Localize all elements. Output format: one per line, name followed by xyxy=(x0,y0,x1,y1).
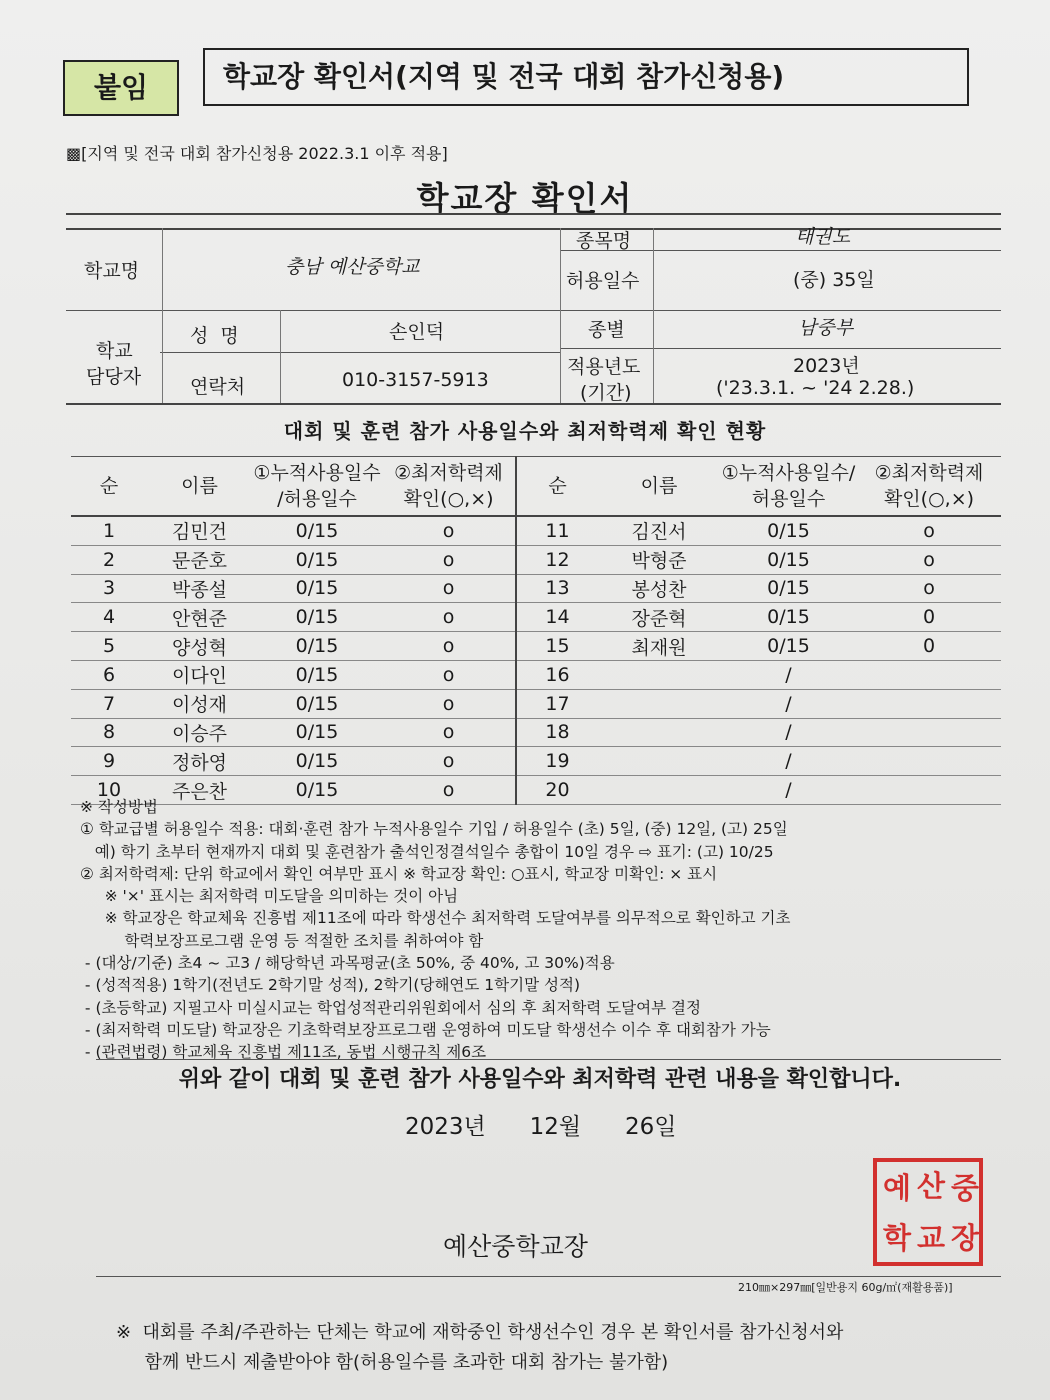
col-header-no: 순 xyxy=(71,457,147,517)
name-label: 성 명 xyxy=(190,325,239,347)
table-row xyxy=(71,603,1001,632)
divider xyxy=(280,310,281,403)
athlete-table xyxy=(71,456,1001,805)
footnote-line-1: ※ 대회를 주최/주관하는 단체는 학교에 재학중인 학생선수인 경우 본 확인서를 참가신청서와 xyxy=(116,1322,844,1343)
col-header-name: 이름 xyxy=(147,457,252,517)
principal-signature-name: 예산중학교장 xyxy=(443,1232,588,1261)
col-header-check-right xyxy=(857,457,1001,517)
academic-check xyxy=(857,689,1001,718)
school-label: 학교명 xyxy=(84,260,140,282)
attachment-tag: 붙임 xyxy=(63,60,179,116)
applicability-note: ▩[지역 및 전국 대회 참가신청용 2022.3.1 이후 적용] xyxy=(66,144,448,163)
row-no: 18 xyxy=(516,718,598,747)
athlete-name: 김진서 xyxy=(598,516,720,545)
school-value: 충남 예산중학교 xyxy=(285,256,420,278)
manager-name: 손인덕 xyxy=(389,321,445,343)
instruction-line: - (대상/기준) 초4 ~ 고3 / 해당학년 과목평균(초 50%, 중 40%, 고 30%)적용 xyxy=(80,954,615,973)
days-used: 0/15 xyxy=(252,747,382,776)
instruction-line: ※ '×' 표시는 최저학력 미도달을 의미하는 것이 아님 xyxy=(80,887,459,906)
writing-instructions xyxy=(80,796,1015,1064)
row-no: 20 xyxy=(516,776,598,805)
col-header-check-line1: ②최저학력제 xyxy=(394,462,503,484)
row-no: 12 xyxy=(516,545,598,574)
year-label: 적용년도 xyxy=(567,356,641,378)
days-used: / xyxy=(720,660,857,689)
page-title: 학교장 확인서 xyxy=(416,179,634,218)
athlete-name: 박종설 xyxy=(147,574,252,603)
row-no: 16 xyxy=(516,660,598,689)
header-title: 학교장 확인서(지역 및 전국 대회 참가신청용) xyxy=(203,48,969,106)
footnote xyxy=(116,1318,843,1378)
academic-check: o xyxy=(382,718,516,747)
table-row xyxy=(71,574,1001,603)
col-header-check-right-line1: ②최저학력제 xyxy=(874,462,984,484)
divider xyxy=(653,228,654,403)
days-used: 0/15 xyxy=(720,574,857,603)
athlete-name: 양성혁 xyxy=(147,632,252,661)
paper-spec: 210㎜×297㎜[일반용지 60g/㎡(재활용품)] xyxy=(738,1281,953,1294)
instruction-line: - (초등학교) 지필고사 미실시교는 학업성적관리위원회에서 심의 후 최저학력 도달여부 결정 xyxy=(80,998,701,1017)
athlete-name xyxy=(598,747,720,776)
contact-label: 연락처 xyxy=(190,376,246,398)
table-header-row xyxy=(71,457,1001,517)
academic-check xyxy=(857,718,1001,747)
row-no: 2 xyxy=(71,545,147,574)
athlete-name: 문준호 xyxy=(147,545,252,574)
row-no: 13 xyxy=(516,574,598,603)
academic-check: o xyxy=(382,545,516,574)
issue-date xyxy=(405,1108,677,1141)
date-month: 12월 xyxy=(529,1114,582,1140)
instruction-line: ① 학교급별 허용일수 적용: 대회·훈련 참가 누적사용일수 기입 / 허용일수 (초) 5일, (중) 12일, (고) 25일 xyxy=(80,820,788,839)
athlete-name xyxy=(598,689,720,718)
info-top-border-2 xyxy=(66,228,1001,230)
col-header-days xyxy=(252,457,382,517)
days-used: 0/15 xyxy=(252,660,382,689)
division-value: 남중부 xyxy=(798,317,854,339)
athlete-name: 이다인 xyxy=(147,660,252,689)
athlete-name: 박형준 xyxy=(598,545,720,574)
academic-check: o xyxy=(382,660,516,689)
year-label-2: (기간) xyxy=(580,382,632,404)
table-row xyxy=(71,747,1001,776)
days-used: 0/15 xyxy=(720,603,857,632)
footnote-line-2: 함께 반드시 제출받아야 함(허용일수를 초과한 대회 참가는 불가함) xyxy=(116,1352,669,1373)
division-label: 종별 xyxy=(588,319,625,341)
athlete-name: 이승주 xyxy=(147,718,252,747)
col-header-days-line1: ①누적사용일수 xyxy=(253,462,381,484)
athlete-name: 최재원 xyxy=(598,632,720,661)
days-used: / xyxy=(720,718,857,747)
instructions-title: ※ 작성방법 xyxy=(80,798,158,816)
year-value: 2023년 xyxy=(793,355,860,377)
table-row xyxy=(71,718,1001,747)
row-no: 19 xyxy=(516,747,598,776)
athlete-name: 이성재 xyxy=(147,689,252,718)
section-title: 대회 및 훈련 참가 사용일수와 최저학력제 확인 현황 xyxy=(283,419,767,443)
row-no: 1 xyxy=(71,516,147,545)
athlete-name: 봉성찬 xyxy=(598,574,720,603)
confirmation-statement: 위와 같이 대회 및 훈련 참가 사용일수와 최저학력 관련 내용을 확인합니다. xyxy=(178,1067,902,1092)
table-row xyxy=(71,689,1001,718)
academic-check: o xyxy=(857,516,1001,545)
divider xyxy=(560,228,561,403)
divider xyxy=(160,352,560,353)
instruction-line: ② 최저학력제: 단위 학교에서 확인 여부만 표시 ※ 학교장 확인: ○표시, 학교장 미확인: × 표시 xyxy=(80,864,718,883)
divider xyxy=(66,310,1001,311)
days-used: 0/15 xyxy=(252,574,382,603)
instruction-line: - (관련법령) 학교체육 진흥법 제11조, 동법 시행규칙 제6조 xyxy=(80,1043,487,1062)
academic-check: o xyxy=(857,574,1001,603)
days-used: 0/15 xyxy=(720,632,857,661)
row-no: 17 xyxy=(516,689,598,718)
instruction-line: - (최저학력 미도달) 학교장은 기초학력보장프로그램 운영하여 미도달 학생선수 이수 후 대회참가 가능 xyxy=(80,1020,771,1039)
days-used: 0/15 xyxy=(252,632,382,661)
academic-check xyxy=(857,747,1001,776)
academic-check: 0 xyxy=(857,632,1001,661)
row-no: 10 xyxy=(71,776,147,805)
col-header-days-right-line1: ①누적사용일수/ xyxy=(721,462,856,484)
academic-check: o xyxy=(382,776,516,805)
manager-label-2: 담당자 xyxy=(86,366,142,388)
manager-label: 학교 xyxy=(96,340,133,362)
allowed-days-label: 허용일수 xyxy=(566,270,640,292)
days-used: / xyxy=(720,747,857,776)
row-no: 9 xyxy=(71,747,147,776)
info-top-border xyxy=(66,213,1001,215)
academic-check: o xyxy=(382,603,516,632)
days-used: / xyxy=(720,776,857,805)
divider xyxy=(96,1276,1001,1277)
col-header-check xyxy=(382,457,516,517)
event-label: 종목명 xyxy=(576,230,632,252)
row-no: 7 xyxy=(71,689,147,718)
allowed-days-value: (중) 35일 xyxy=(793,269,875,291)
info-bottom-border xyxy=(66,403,1001,405)
row-no: 14 xyxy=(516,603,598,632)
col-header-name-right: 이름 xyxy=(598,457,720,517)
instruction-line: ※ 학교장은 학교체육 진흥법 제11조에 따라 학생선수 최저학력 도달여부를 의무적으로 확인하고 기초 xyxy=(80,909,791,928)
table-row xyxy=(71,632,1001,661)
academic-check: o xyxy=(857,545,1001,574)
divider xyxy=(162,228,163,403)
athlete-name: 김민건 xyxy=(147,516,252,545)
days-used: 0/15 xyxy=(252,718,382,747)
divider xyxy=(560,348,1001,349)
academic-check: o xyxy=(382,516,516,545)
row-no: 4 xyxy=(71,603,147,632)
academic-check: o xyxy=(382,747,516,776)
athlete-name: 정하영 xyxy=(147,747,252,776)
days-used: 0/15 xyxy=(720,545,857,574)
days-used: 0/15 xyxy=(252,545,382,574)
col-header-days-right xyxy=(720,457,857,517)
row-no: 8 xyxy=(71,718,147,747)
days-used: 0/15 xyxy=(252,776,382,805)
col-header-days-line2: /허용일수 xyxy=(277,488,357,510)
table-row xyxy=(71,660,1001,689)
col-header-no-right: 순 xyxy=(516,457,598,517)
row-no: 15 xyxy=(516,632,598,661)
col-header-check-line2: 확인(○,×) xyxy=(403,488,494,510)
athlete-name: 장준혁 xyxy=(598,603,720,632)
date-year: 2023년 xyxy=(405,1114,486,1140)
athlete-name xyxy=(598,660,720,689)
academic-check: 0 xyxy=(857,603,1001,632)
event-value: 태권도 xyxy=(795,226,851,248)
col-header-check-right-line2: 확인(○,×) xyxy=(883,488,975,510)
academic-check xyxy=(857,660,1001,689)
days-used: 0/15 xyxy=(252,603,382,632)
instruction-line: 예) 학기 초부터 현재까지 대회 및 훈련참가 출석인정결석일수 총합이 10일 경우 ⇨ 표기: (고) 10/25 xyxy=(80,842,774,861)
athlete-name: 주은찬 xyxy=(147,776,252,805)
contact-value: 010-3157-5913 xyxy=(342,369,489,391)
days-used: 0/15 xyxy=(720,516,857,545)
instruction-line: 학력보장프로그램 운영 등 적절한 조치를 취하여야 함 xyxy=(80,931,484,950)
athlete-name xyxy=(598,718,720,747)
days-used: / xyxy=(720,689,857,718)
instruction-line: - (성적적용) 1학기(전년도 2학기말 성적), 2학기(당해연도 1학기말 성적) xyxy=(80,976,580,995)
row-no: 11 xyxy=(516,516,598,545)
date-day: 26일 xyxy=(625,1114,677,1140)
academic-check: o xyxy=(382,632,516,661)
athlete-name: 안현준 xyxy=(147,603,252,632)
days-used: 0/15 xyxy=(252,516,382,545)
table-row xyxy=(71,516,1001,545)
row-no: 3 xyxy=(71,574,147,603)
table-row xyxy=(71,545,1001,574)
period-value: ('23.3.1. ~ '24 2.28.) xyxy=(716,377,915,399)
academic-check: o xyxy=(382,574,516,603)
academic-check: o xyxy=(382,689,516,718)
col-header-days-right-line2: 허용일수 xyxy=(751,488,826,510)
days-used: 0/15 xyxy=(252,689,382,718)
row-no: 5 xyxy=(71,632,147,661)
divider xyxy=(96,1059,1001,1060)
row-no: 6 xyxy=(71,660,147,689)
official-seal: 예 산 중 학 교 장 xyxy=(873,1158,983,1266)
